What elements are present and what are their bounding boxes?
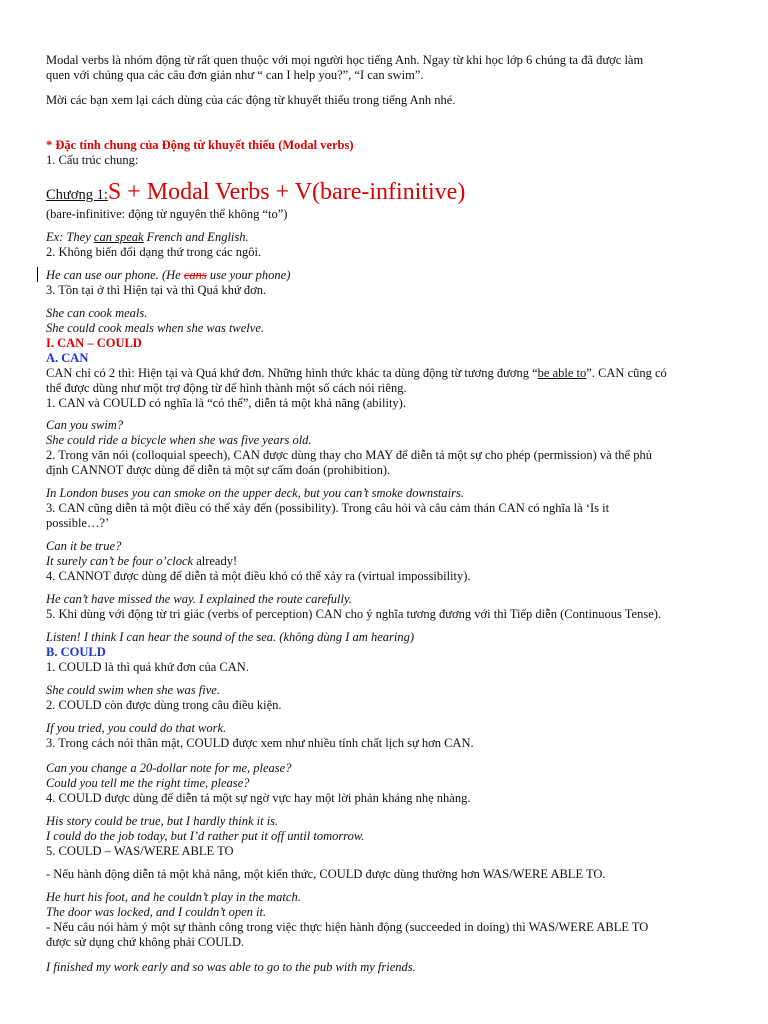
example-text: use your phone) xyxy=(206,268,291,282)
can-item-1: 1. CAN và COULD có nghĩa là “có thể”, diễn tả một khả năng (ability). xyxy=(46,396,406,410)
can-item-3-line-1: 3. CAN cũng diễn tả một điều có thể xảy đến (possibility). Trong câu hỏi và câu cảm thán CAN có nghĩa là ‘Is it xyxy=(46,501,610,515)
chapter-label: Chương 1: xyxy=(46,187,108,203)
structure-item-1: 1. Cấu trúc chung: xyxy=(46,153,139,167)
example-text: already! xyxy=(193,554,238,568)
could-item-1: 1. COULD là thì quá khứ đơn của CAN. xyxy=(46,660,249,674)
example-cook-meals: She can cook meals. xyxy=(46,306,148,320)
example-cook-meals-twelve: She could cook meals when she was twelve. xyxy=(46,321,265,335)
can-subheading: A. CAN xyxy=(46,351,89,365)
bullet-succeeded-line-2: được sử dụng chứ không phải COULD. xyxy=(46,935,245,949)
formula-line xyxy=(46,178,465,209)
example-door-locked: The door was locked, and I couldn’t open it. xyxy=(46,905,267,919)
example-hurt-foot: He hurt his foot, and he couldn’t play in the match. xyxy=(46,890,301,904)
example-story: His story could be true, but I hardly think it is. xyxy=(46,814,279,828)
bullet-succeeded-line-1: - Nếu câu nói hàm ý một sự thành công trong việc thực hiện hành động (succeeded in doing) thì WAS/WERE ABLE TO xyxy=(46,920,649,934)
example-can-swim: Can you swim? xyxy=(46,418,124,432)
bare-infinitive-note: (bare-infinitive: động từ nguyên thể không “to”) xyxy=(46,207,288,221)
example-underlined-text: can speak xyxy=(93,230,144,244)
example-right-time: Could you tell me the right time, please? xyxy=(46,776,250,790)
could-item-5: 5. COULD – WAS/WERE ABLE TO xyxy=(46,844,234,858)
example-use-phone xyxy=(46,268,290,282)
body-text: CAN chỉ có 2 thì: Hiện tại và Quá khứ đơn. Những hình thức khác ta dùng động từ tương đương “ xyxy=(46,366,538,380)
can-item-4: 4. CANNOT được dùng để diễn tả một điều khó có thể xảy ra (virtual impossibility). xyxy=(46,569,471,583)
can-could-heading: I. CAN – COULD xyxy=(46,336,142,350)
modal-formula: S + Modal Verbs + V(bare-infinitive) xyxy=(107,179,466,205)
example-text: French and English. xyxy=(143,230,249,244)
example-bicycle: She could ride a bicycle when she was five years old. xyxy=(46,433,312,447)
intro-paragraph-2: Mời các bạn xem lại cách dùng của các động từ khuyết thiếu trong tiếng Anh nhé. xyxy=(46,93,456,107)
example-text: Ex: They xyxy=(46,230,94,244)
text-cursor xyxy=(37,267,38,282)
example-pub: I finished my work early and so was able to go to the pub with my friends. xyxy=(46,960,416,974)
example-london-buses: In London buses you can smoke on the upper deck, but you can’t smoke downstairs. xyxy=(46,486,464,500)
can-description-line-2: thể được dùng như một trợ động từ để hình thành một số cách nói riêng. xyxy=(46,381,407,395)
intro-paragraph-line-1: Modal verbs là nhóm động từ rất quen thuộc với mọi người học tiếng Anh. Ngay từ khi học lớp 6 chúng ta đã được làm xyxy=(46,53,644,67)
example-can-speak xyxy=(46,230,249,244)
can-item-2-line-2: định CANNOT được dùng để diễn tả một sự cấm đoán (prohibition). xyxy=(46,463,391,477)
underlined-phrase: be able to xyxy=(537,366,587,380)
struck-out-word: cans xyxy=(183,268,207,282)
example-can-it-be-true: Can it be true? xyxy=(46,539,122,553)
can-item-2-line-1: 2. Trong văn nói (colloquial speech), CAN được dùng thay cho MAY để diễn tả một sự cho phép (permission) và thể phủ xyxy=(46,448,652,462)
body-text: ”. CAN cũng có xyxy=(586,366,667,380)
structure-item-2: 2. Không biến đổi dạng thứ trong các ngôi. xyxy=(46,245,262,259)
example-text: It surely can’t be four o’clock xyxy=(46,554,194,568)
example-text: He can use our phone. (He xyxy=(46,268,184,282)
example-swim-five: She could swim when she was five. xyxy=(46,683,220,697)
could-item-4: 4. COULD được dùng để diễn tả một sự ngờ vực hay một lời phản kháng nhẹ nhàng. xyxy=(46,791,471,805)
example-change-note: Can you change a 20-dollar note for me, please? xyxy=(46,761,292,775)
can-item-5: 5. Khi dùng với động từ tri giác (verbs of perception) CAN cho ý nghĩa tương đương với thì Tiếp diễn (Continuous Tense). xyxy=(46,607,662,621)
bullet-ability: - Nếu hành động diễn tả một khả năng, một kiến thức, COULD được dùng thường hơn WAS/WERE ABLE TO. xyxy=(46,867,606,881)
could-item-2: 2. COULD còn được dùng trong câu điều kiện. xyxy=(46,698,282,712)
could-item-3: 3. Trong cách nói thân mật, COULD được xem như nhiều tính chất lịch sự hơn CAN. xyxy=(46,736,474,750)
can-description-line-1 xyxy=(46,366,667,380)
example-job-today: I could do the job today, but I’d rather put it off until tomorrow. xyxy=(46,829,365,843)
example-four-oclock xyxy=(46,554,237,568)
example-listen: Listen! I think I can hear the sound of the sea. (không dùng I am hearing) xyxy=(46,630,414,644)
could-subheading: B. COULD xyxy=(46,645,106,659)
example-if-tried: If you tried, you could do that work. xyxy=(46,721,227,735)
structure-item-3: 3. Tồn tại ở thì Hiện tại và thì Quá khứ đơn. xyxy=(46,283,267,297)
can-item-3-line-2: possible…?’ xyxy=(46,516,110,530)
intro-paragraph-line-2: quen với chúng qua các câu đơn giản như “ can I help you?”, “I can swim”. xyxy=(46,68,424,82)
general-properties-heading: * Đặc tính chung của Động từ khuyết thiếu (Modal verbs) xyxy=(46,138,354,152)
example-missed-way: He can’t have missed the way. I explained the route carefully. xyxy=(46,592,352,606)
